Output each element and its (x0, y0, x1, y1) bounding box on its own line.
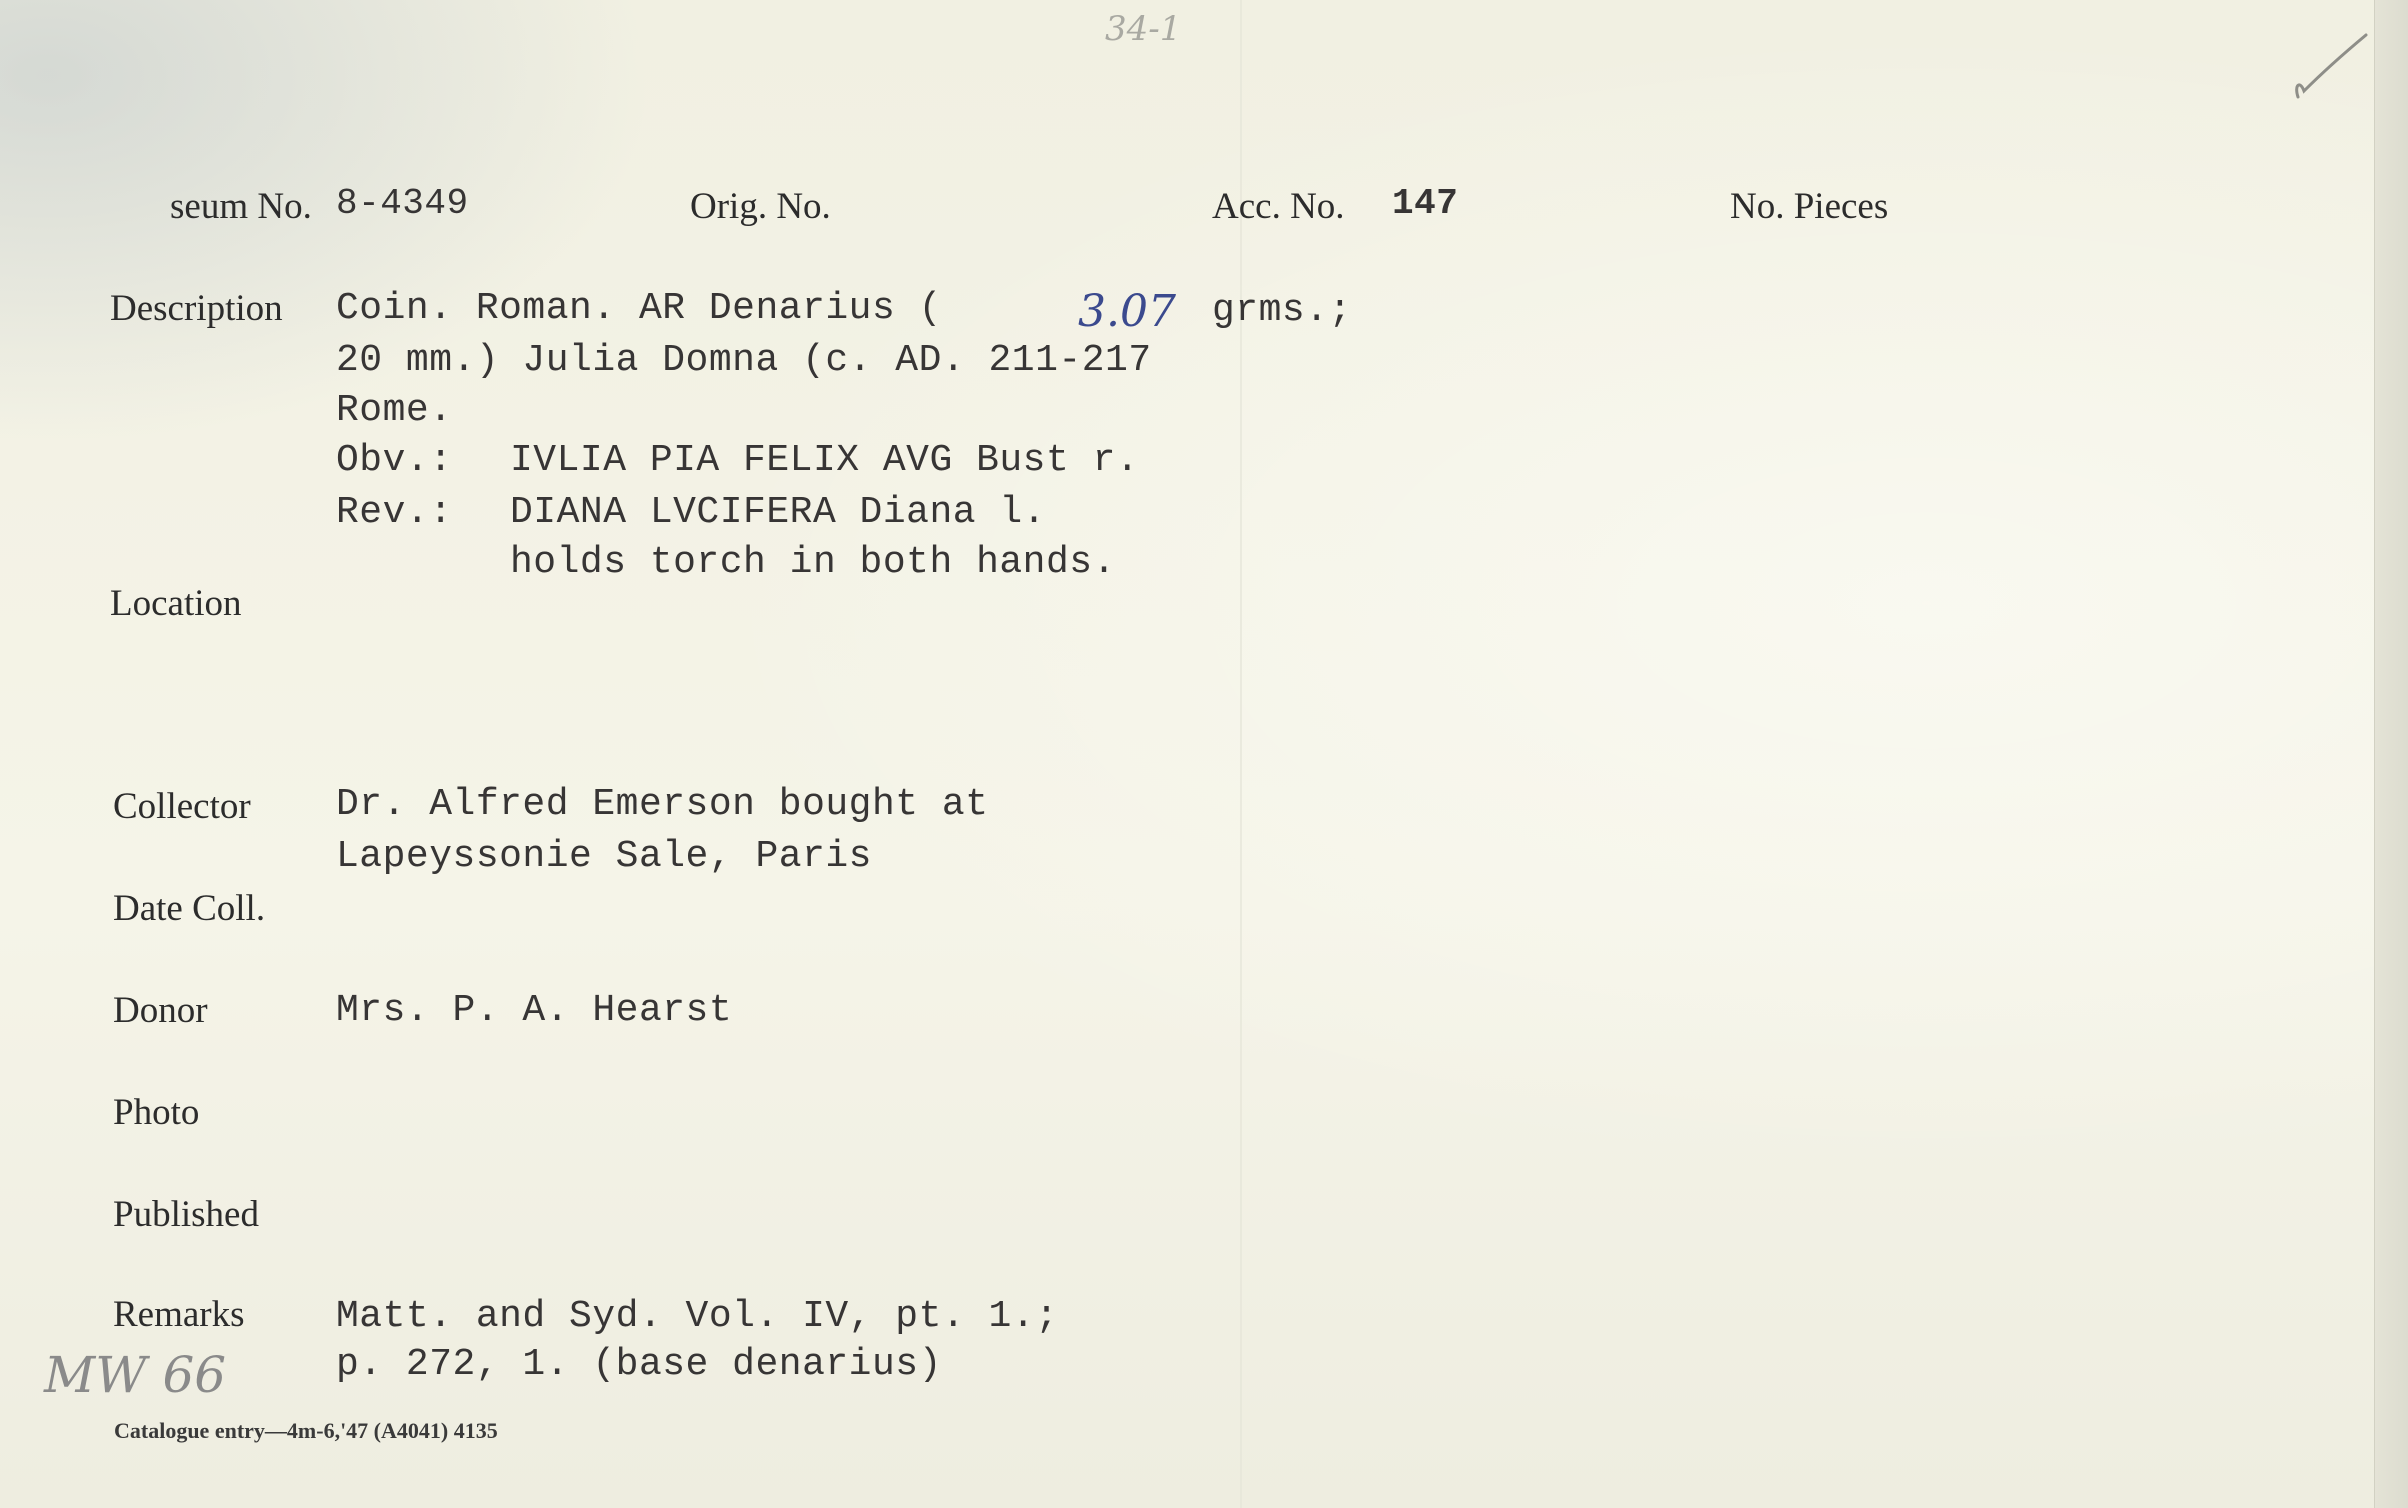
check-mark-icon (2290, 25, 2370, 105)
acc-no-label: Acc. No. (1212, 186, 1345, 227)
obverse-text: IVLIA PIA FELIX AVG Bust r. (510, 439, 1140, 482)
catalogue-entry-footer: Catalogue entry—4m-6,'47 (A4041) 4135 (114, 1418, 498, 1443)
donor-value: Mrs. P. A. Hearst (336, 989, 733, 1032)
corner-pencil-mark: 34-1 (1105, 9, 1182, 49)
museum-no-value: 8-4349 (336, 183, 469, 224)
card-right-edge (2374, 0, 2408, 1508)
orig-no-label: Orig. No. (690, 186, 831, 227)
description-line1-part1: Coin. Roman. AR Denarius ( (336, 287, 942, 330)
description-line1-part2: grms.; (1212, 289, 1352, 332)
handwritten-initials: MW 66 (44, 1346, 227, 1404)
description-label: Description (110, 288, 283, 329)
acc-no-value: 147 (1392, 183, 1459, 224)
collector-label: Collector (113, 786, 251, 827)
reverse-label: Rev.: (336, 491, 453, 534)
date-collected-label: Date Coll. (113, 888, 266, 929)
description-line3: Rome. (336, 389, 453, 432)
remarks-label: Remarks (113, 1294, 245, 1335)
reverse-text-continued: holds torch in both hands. (510, 541, 1116, 584)
weight-handwritten: 3.07 (1078, 286, 1176, 337)
published-label: Published (113, 1194, 259, 1235)
no-pieces-label: No. Pieces (1730, 186, 1889, 227)
reverse-text: DIANA LVCIFERA Diana l. (510, 491, 1046, 534)
location-label: Location (110, 583, 242, 624)
description-line2: 20 mm.) Julia Domna (c. AD. 211-217 (336, 339, 1152, 382)
remarks-line2: p. 272, 1. (base denarius) (336, 1343, 942, 1386)
museum-no-label: seum No. (170, 186, 312, 227)
photo-label: Photo (113, 1092, 200, 1133)
obverse-label: Obv.: (336, 439, 453, 482)
remarks-line1: Matt. and Syd. Vol. IV, pt. 1.; (336, 1295, 1059, 1338)
collector-line1: Dr. Alfred Emerson bought at (336, 783, 989, 826)
donor-label: Donor (113, 990, 208, 1031)
collector-line2: Lapeyssonie Sale, Paris (336, 835, 872, 878)
